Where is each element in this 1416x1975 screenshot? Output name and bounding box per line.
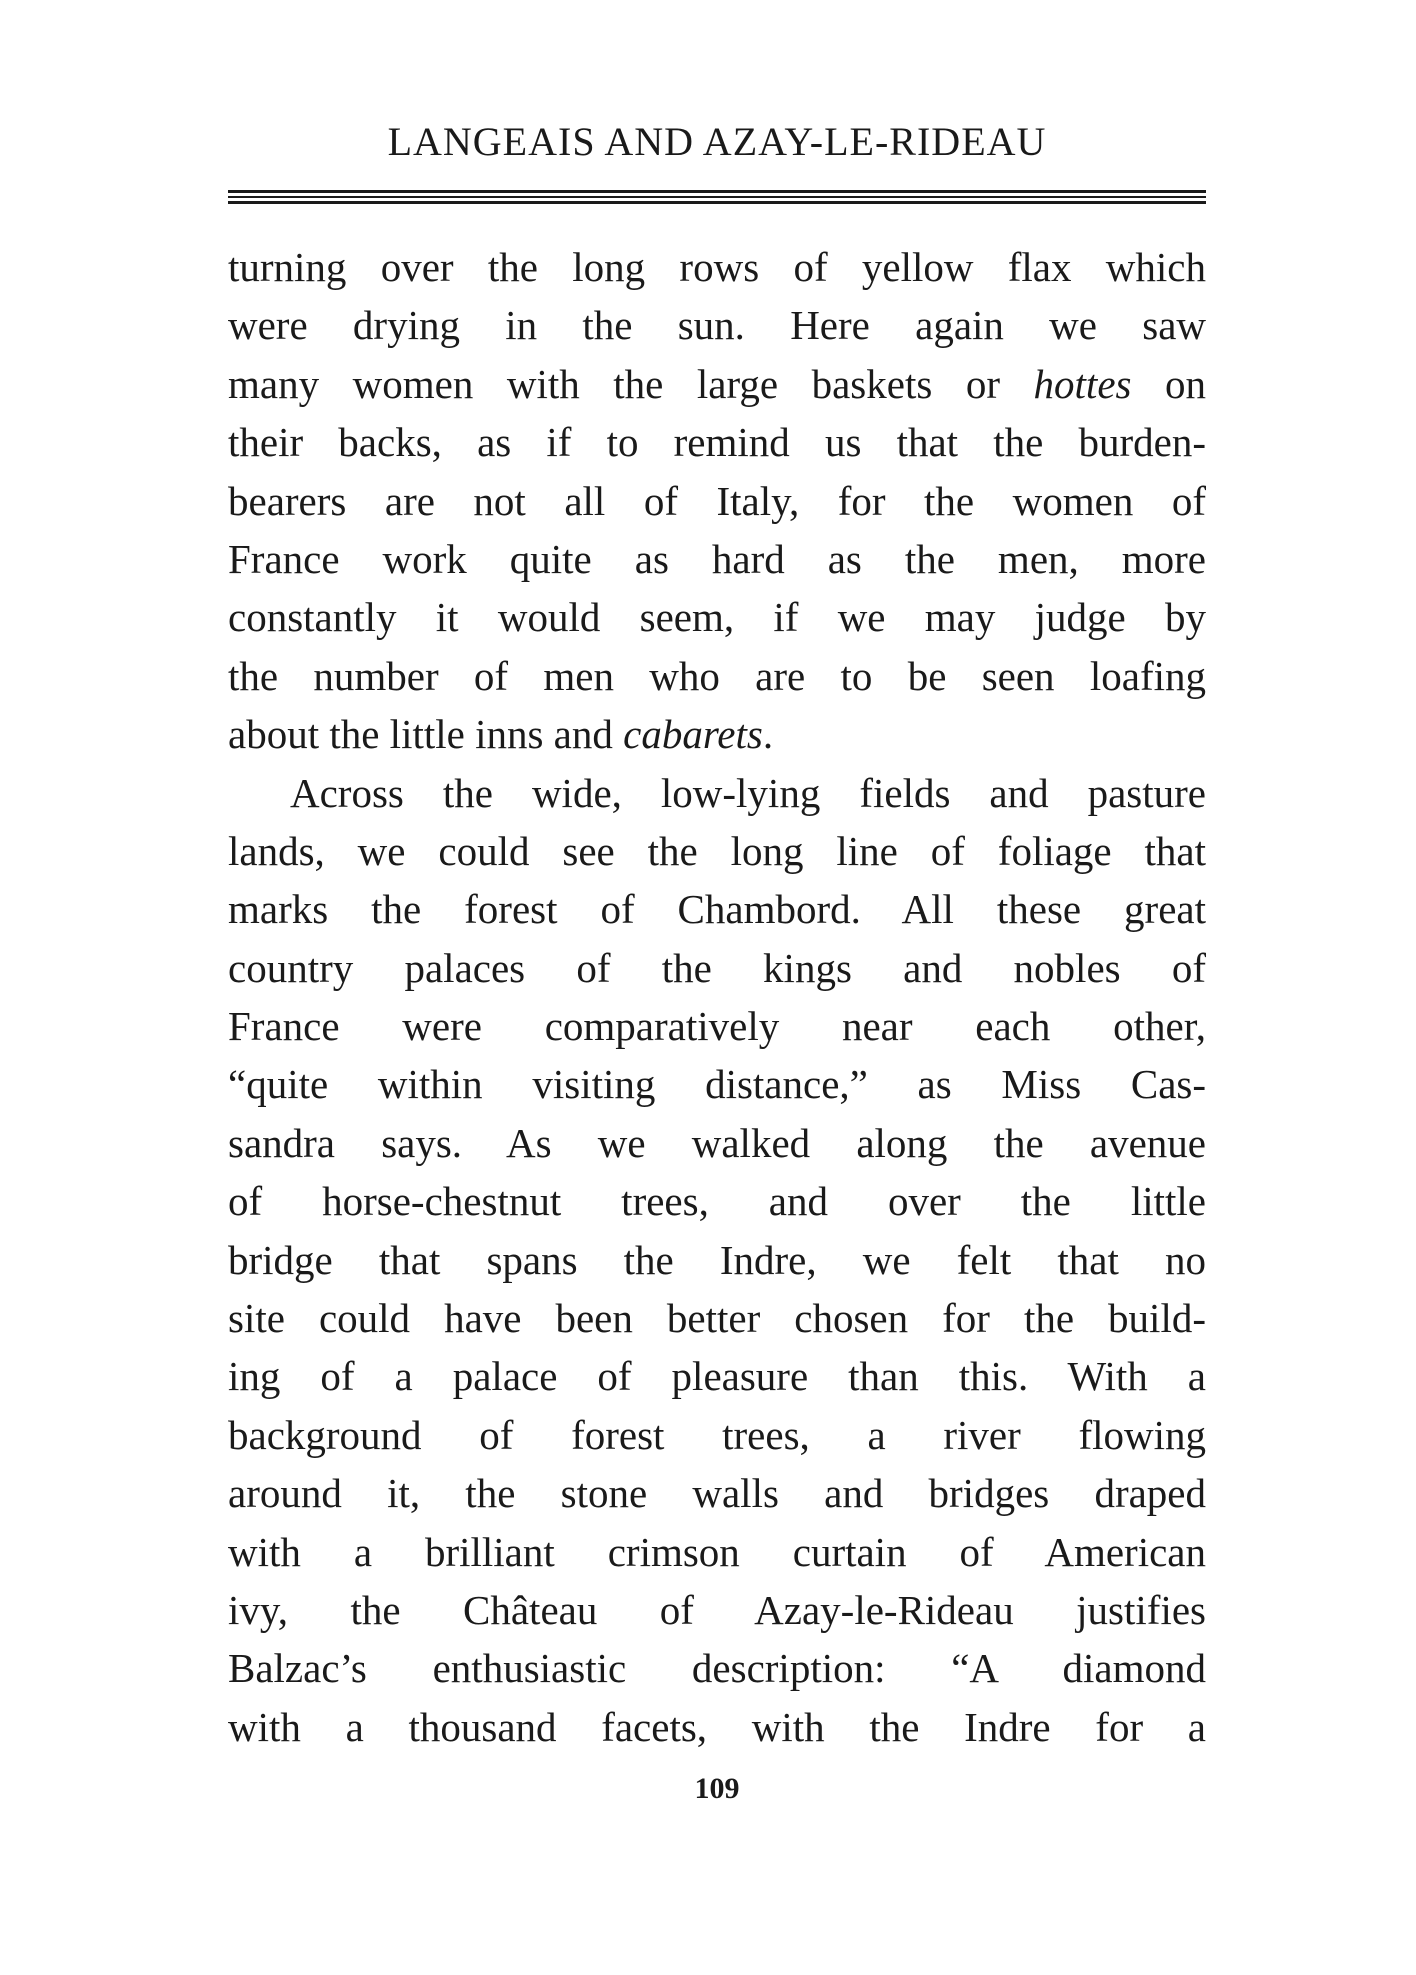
text-line [228,1289,1206,1347]
body-text [228,238,1206,1756]
text-segment: were drying in the sun. Here again we saw [228,302,1206,349]
text-line [228,1639,1206,1697]
text-line [228,530,1206,588]
text-line [228,1114,1206,1172]
text-segment: France were comparatively near each other, [228,1003,1206,1050]
text-line [228,1698,1206,1756]
text-line [228,588,1206,646]
text-segment: country palaces of the kings and nobles of [228,944,1206,991]
italic-term: cabarets [623,711,763,758]
text-line [228,1055,1206,1113]
paragraph [228,764,1206,1757]
italic-term: hottes [1033,360,1132,407]
text-segment: bridge that spans the Indre, we felt that no [228,1236,1206,1283]
text-segment: background of forest trees, a river flowing [228,1411,1206,1458]
text-line [228,1231,1206,1289]
text-segment: “quite within visiting distance,” as Miss Cas- [228,1061,1206,1108]
text-segment: around it, the stone walls and bridges draped [228,1470,1206,1517]
text-segment: . [762,711,774,758]
text-line [228,939,1206,997]
text-segment: ivy, the Château of Azay-le-Rideau justifies [228,1586,1206,1633]
text-segment: of horse-chestnut trees, and over the little [228,1178,1206,1225]
text-line [228,1581,1206,1639]
text-line [228,413,1206,471]
text-segment: site could have been better chosen for the build- [228,1295,1206,1342]
text-line [228,1464,1206,1522]
text-line [228,764,1206,822]
text-segment: about the little inns and [228,711,624,758]
text-segment: on [1131,360,1206,407]
text-segment: sandra says. As we walked along the avenue [228,1119,1206,1166]
text-segment: lands, we could see the long line of foliage that [228,827,1206,874]
text-segment: with a brilliant crimson curtain of American [228,1528,1206,1575]
text-line [228,822,1206,880]
text-line [228,647,1206,705]
text-line [228,997,1206,1055]
text-segment: Across the wide, low-lying fields and pasture [290,769,1206,816]
text-line [228,1172,1206,1230]
text-line [228,1347,1206,1405]
text-line [228,880,1206,938]
text-segment: bearers are not all of Italy, for the women of [228,477,1206,524]
header-rule-line [228,196,1206,198]
running-head: LANGEAIS AND AZAY-LE-RIDEAU [387,119,1047,164]
text-segment: constantly it would seem, if we may judge by [228,594,1206,641]
header-rule-line [228,190,1206,193]
text-segment: turning over the long rows of yellow flax which [228,244,1206,290]
text-segment: marks the forest of Chambord. All these great [228,886,1206,933]
text-segment: many women with the large baskets or [228,360,1034,407]
text-line [228,355,1206,413]
text-segment: Balzac’s enthusiastic description: “A diamond [228,1645,1206,1692]
text-line [228,238,1206,296]
header-rule [228,190,1206,204]
text-line [228,705,1206,763]
text-line [228,1406,1206,1464]
text-segment: France work quite as hard as the men, more [228,535,1206,582]
text-segment: the number of men who are to be seen loafing [228,652,1206,699]
text-line [228,472,1206,530]
text-line [228,296,1206,354]
text-segment: ing of a palace of pleasure than this. With a [228,1353,1206,1400]
text-segment: their backs, as if to remind us that the burden- [228,419,1206,466]
text-segment: with a thousand facets, with the Indre for a [228,1703,1206,1750]
paragraph [228,238,1206,764]
header-rule-line [228,201,1206,204]
page-number: 109 [694,1772,740,1805]
text-line [228,1523,1206,1581]
